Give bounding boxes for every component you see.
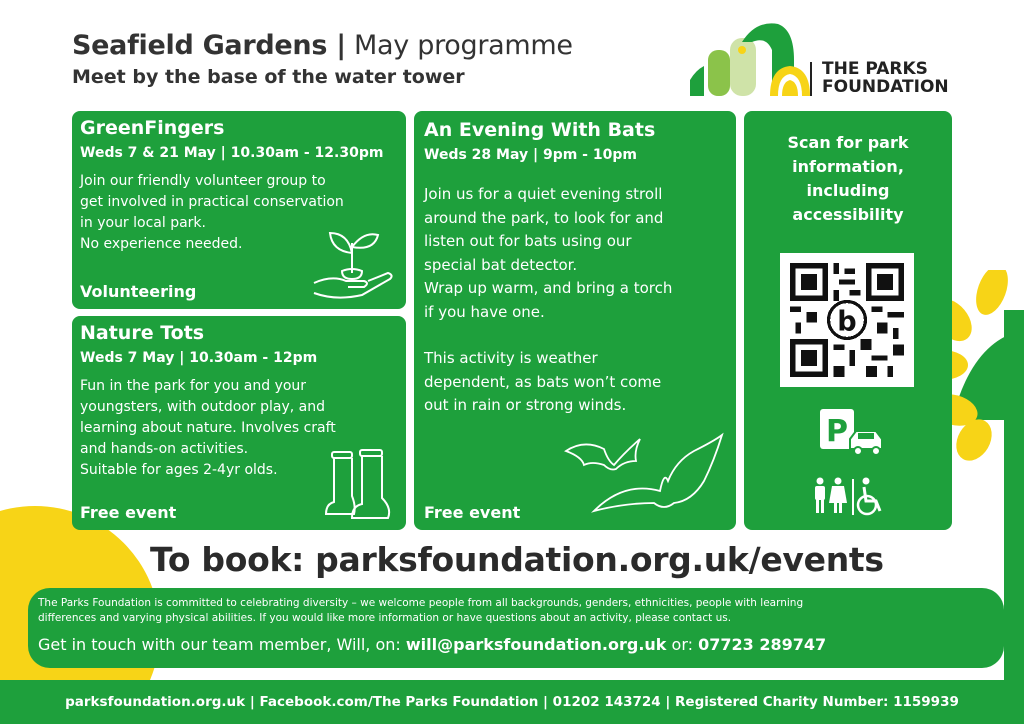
contact-email-link[interactable]: will@parksfoundation.org.uk [405, 635, 667, 654]
event-tag: Free event [80, 503, 177, 522]
diversity-statement [38, 596, 994, 626]
toilets-accessible-icon [812, 477, 892, 517]
event-desc-line: This activity is weather [424, 349, 598, 367]
event-tag: Volunteering [80, 282, 197, 301]
svg-text:P: P [826, 414, 848, 449]
event-desc-line: Wrap up warm, and bring a torch [424, 279, 673, 297]
logo-divider [810, 62, 812, 96]
booking-line: To book: parksfoundation.org.uk/events [150, 540, 884, 579]
page-title [72, 30, 573, 61]
event-time: Weds 7 & 21 May | 10.30am - 12.30pm [80, 145, 384, 161]
scan-panel [744, 111, 952, 530]
diversity-line: The Parks Foundation is committed to celebrating diversity – we welcome people from all backgrounds, genders, ethnicities, people with learning [38, 597, 804, 609]
title-programme: May programme [345, 30, 573, 61]
event-desc-line: get involved in practical conservation [80, 194, 344, 210]
qr-code-icon[interactable] [780, 253, 914, 387]
bats-icon [564, 431, 724, 521]
event-desc-line: and hands-on activities. [80, 441, 249, 457]
event-desc-line: Join us for a quiet evening stroll [424, 185, 663, 203]
event-tag: Free event [424, 503, 521, 522]
event-title: Nature Tots [80, 322, 205, 344]
title-location: Seafield Gardens | [72, 30, 346, 61]
event-desc-line: Join our friendly volunteer group to [80, 173, 326, 189]
event-desc-line: around the park, to look for and [424, 208, 664, 227]
diversity-info-panel [28, 588, 1004, 668]
contact-line [38, 635, 994, 654]
scan-text [758, 131, 938, 227]
contact-phone[interactable]: 07723 289747 [698, 635, 827, 654]
event-card-greenfingers [72, 111, 406, 309]
page-subtitle: Meet by the base of the water tower [72, 66, 465, 88]
scan-line: accessibility [792, 205, 904, 224]
logo-wordmark [822, 60, 949, 96]
contact-prefix: Get in touch with our team member, Will, on: [38, 635, 406, 654]
scan-line: including [806, 181, 890, 200]
event-desc-line: if you have one. [424, 302, 545, 321]
event-desc-line: learning about nature. Involves craft [80, 420, 336, 436]
event-desc-line: dependent, as bats won’t come [424, 372, 662, 391]
event-card-bats [414, 111, 736, 530]
event-desc-line: in your local park. [80, 215, 206, 231]
logo-line-2: FOUNDATION [822, 77, 949, 97]
event-time: Weds 28 May | 9pm - 10pm [424, 147, 637, 163]
parking-icon [820, 409, 884, 457]
wellington-boots-icon [322, 446, 396, 522]
event-desc-line: out in rain or strong winds. [424, 396, 627, 414]
logo-line-1: THE PARKS [822, 59, 928, 79]
event-time: Weds 7 May | 10.30am - 12pm [80, 350, 318, 366]
diversity-line: differences and varying physical abilities. If you would like more information or have questions about an activity, please contact us. [38, 612, 732, 624]
plant-in-hand-icon [312, 223, 396, 303]
footer-bar: parksfoundation.org.uk | Facebook.com/The Parks Foundation | 01202 143724 | Registered Charity Number: 1159939 [0, 680, 1024, 724]
event-desc-line: listen out for bats using our [424, 232, 632, 250]
scan-line: Scan for park [787, 133, 909, 152]
contact-or: or: [666, 635, 699, 654]
event-card-nature-tots [72, 316, 406, 530]
event-title: An Evening With Bats [424, 119, 656, 141]
scan-line: information, [792, 157, 904, 176]
svg-text:b: b [837, 306, 857, 338]
event-title: GreenFingers [80, 117, 225, 139]
event-desc-line: Fun in the park for you and your [80, 378, 307, 394]
event-desc-line: special bat detector. [424, 255, 578, 274]
event-desc-line: Suitable for ages 2-4yr olds. [80, 462, 278, 478]
event-desc-line: No experience needed. [80, 236, 243, 252]
event-desc-line: youngsters, with outdoor play, and [80, 399, 326, 415]
